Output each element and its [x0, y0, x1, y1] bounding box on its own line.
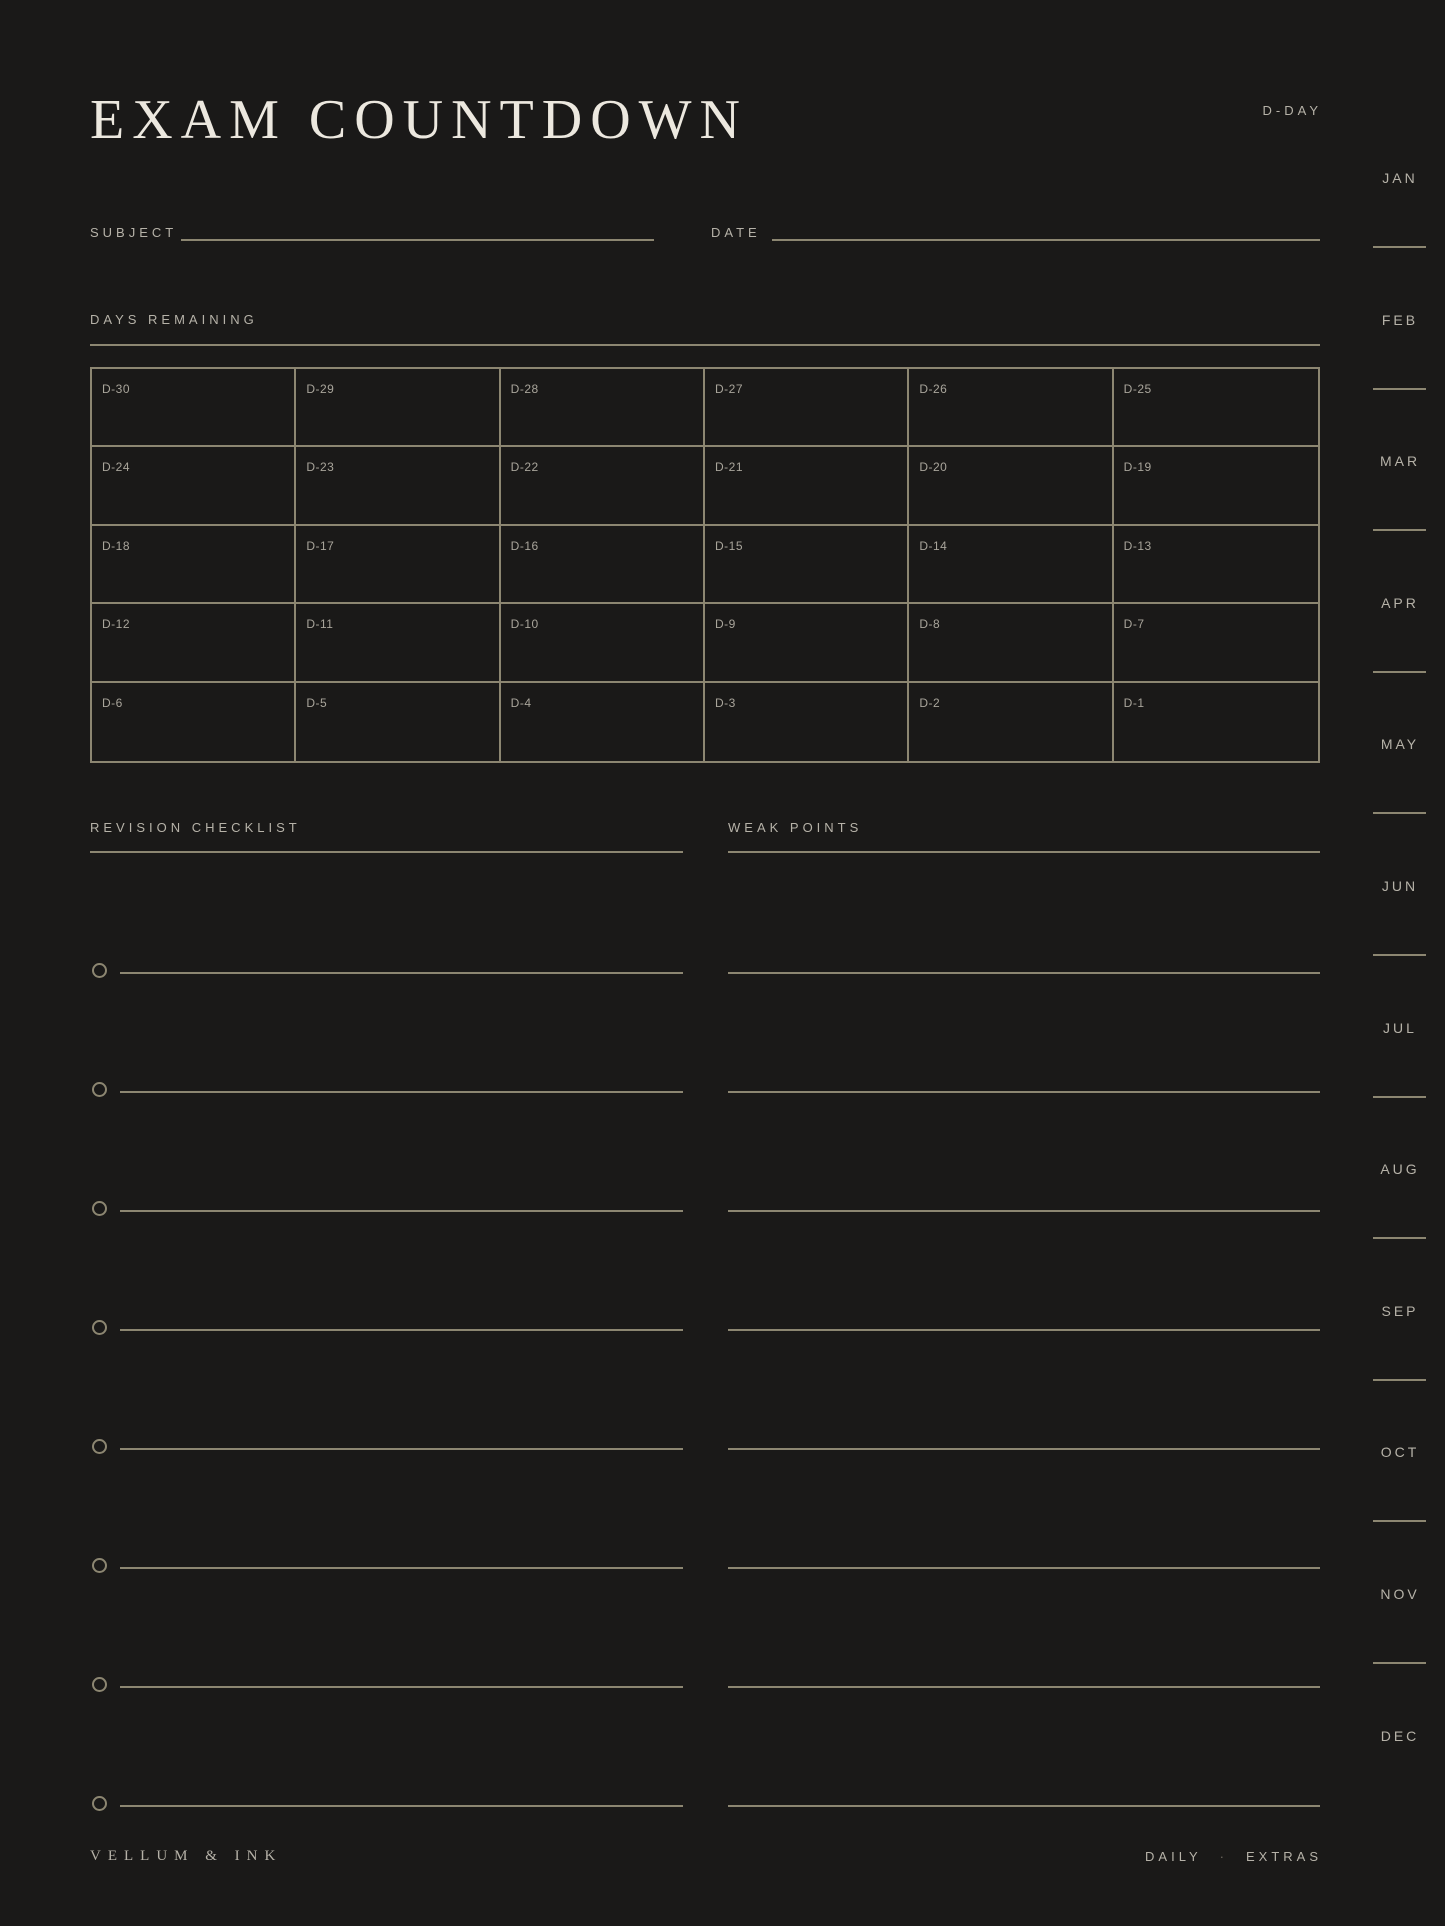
day-cell-label: D-10	[510, 617, 539, 632]
day-cell-label: D-25	[1123, 382, 1152, 396]
weak-point-line[interactable]	[728, 1210, 1320, 1212]
day-cell-label: D-22	[510, 460, 539, 475]
day-cell[interactable]	[501, 447, 705, 525]
day-cell[interactable]	[1114, 447, 1318, 525]
day-cell-label: D-20	[919, 460, 948, 475]
daily-link[interactable]: DAILY	[1145, 1849, 1202, 1864]
day-cell-label: D-26	[919, 382, 948, 396]
day-cell-label: D-2	[919, 695, 941, 710]
day-cell[interactable]	[296, 447, 500, 525]
day-cell-label: D-11	[306, 617, 334, 632]
day-cell-label: D-19	[1123, 460, 1152, 475]
month-tab[interactable]: OCT	[1380, 1444, 1420, 1461]
month-tab[interactable]: MAR	[1379, 453, 1421, 470]
day-cell[interactable]	[1114, 683, 1318, 761]
day-cell-label: D-7	[1123, 617, 1145, 632]
day-cell-label: D-14	[919, 538, 948, 553]
month-divider	[1373, 1096, 1426, 1098]
weak-point-line[interactable]	[728, 972, 1320, 974]
day-cell[interactable]	[296, 604, 500, 682]
checkbox-circle[interactable]	[92, 1082, 107, 1097]
month-tab[interactable]: AUG	[1380, 1161, 1420, 1178]
day-cell-label: D-13	[1123, 538, 1152, 553]
subject-label: SUBJECT	[90, 225, 178, 240]
weak-point-line[interactable]	[728, 1091, 1320, 1093]
day-cell[interactable]	[909, 526, 1113, 604]
month-tab[interactable]: FEB	[1381, 311, 1419, 328]
month-divider	[1373, 954, 1426, 956]
month-divider	[1373, 1379, 1426, 1381]
checklist-line[interactable]	[120, 1567, 683, 1569]
day-cell[interactable]	[1114, 604, 1318, 682]
checkbox-circle[interactable]	[92, 963, 107, 978]
day-cell[interactable]	[705, 447, 909, 525]
day-cell-label: D-8	[919, 617, 941, 632]
month-tab[interactable]: DEC	[1380, 1727, 1420, 1744]
day-cell[interactable]	[1114, 526, 1318, 604]
checklist-line[interactable]	[120, 1448, 683, 1450]
brand-name: VELLUM & INK	[90, 1848, 283, 1864]
weak-points-divider	[728, 851, 1320, 853]
month-divider	[1373, 812, 1426, 814]
date-label: DATE	[711, 225, 761, 240]
day-cell-label: D-12	[102, 617, 131, 632]
checkbox-circle[interactable]	[92, 1201, 107, 1216]
days-remaining-divider	[90, 344, 1320, 346]
month-divider	[1373, 671, 1426, 673]
checkbox-circle[interactable]	[92, 1439, 107, 1454]
checklist-line[interactable]	[120, 1329, 683, 1331]
day-cell-label: D-9	[714, 617, 736, 632]
days-remaining-grid	[90, 367, 1320, 763]
d-day-label: D-DAY	[1262, 103, 1322, 118]
month-divider	[1373, 1662, 1426, 1664]
day-cell[interactable]	[296, 369, 500, 447]
day-cell[interactable]	[909, 447, 1113, 525]
days-remaining-heading: DAYS REMAINING	[90, 312, 258, 327]
checklist-line[interactable]	[120, 1091, 683, 1093]
day-cell-label: D-15	[714, 538, 743, 553]
weak-point-line[interactable]	[728, 1448, 1320, 1450]
day-cell-label: D-29	[306, 382, 335, 396]
weak-point-line[interactable]	[728, 1686, 1320, 1688]
weak-point-line[interactable]	[728, 1805, 1320, 1807]
day-cell[interactable]	[909, 369, 1113, 447]
page-title: EXAM COUNTDOWN	[90, 89, 748, 151]
day-cell[interactable]	[296, 683, 500, 761]
day-cell[interactable]	[909, 604, 1113, 682]
checklist-line[interactable]	[120, 972, 683, 974]
month-divider	[1373, 529, 1426, 531]
month-divider	[1373, 1520, 1426, 1522]
day-cell[interactable]	[501, 683, 705, 761]
day-cell[interactable]	[501, 526, 705, 604]
month-tab[interactable]: MAY	[1380, 736, 1420, 753]
month-tab[interactable]: JUN	[1381, 878, 1419, 894]
footer-nav	[1145, 1849, 1322, 1864]
day-cell-label: D-6	[102, 695, 123, 710]
day-cell-label: D-18	[102, 538, 131, 553]
day-cell[interactable]	[705, 369, 909, 447]
checkbox-circle[interactable]	[92, 1320, 107, 1335]
day-cell-label: D-4	[510, 695, 532, 710]
day-cell[interactable]	[296, 526, 500, 604]
day-cell[interactable]	[705, 604, 909, 682]
day-cell-label: D-16	[510, 538, 539, 553]
month-tab[interactable]: SEP	[1381, 1302, 1419, 1319]
day-cell-label: D-3	[714, 695, 736, 710]
day-cell[interactable]	[92, 369, 296, 447]
day-cell[interactable]	[501, 604, 705, 682]
day-cell[interactable]	[92, 683, 296, 761]
month-divider	[1373, 388, 1426, 390]
month-divider	[1373, 246, 1426, 248]
revision-checklist-divider	[90, 851, 683, 853]
checklist-line[interactable]	[120, 1210, 683, 1212]
day-cell[interactable]	[501, 369, 705, 447]
day-cell[interactable]	[909, 683, 1113, 761]
day-cell-label: D-21	[714, 460, 743, 475]
day-cell[interactable]	[92, 604, 296, 682]
day-cell[interactable]	[705, 526, 909, 604]
checkbox-circle[interactable]	[92, 1796, 107, 1811]
day-cell-label: D-30	[102, 382, 131, 396]
day-cell[interactable]	[1114, 369, 1318, 447]
weak-points-heading: WEAK POINTS	[728, 820, 863, 835]
day-cell[interactable]	[92, 447, 296, 525]
date-field[interactable]	[772, 239, 1320, 241]
day-cell-label: D-23	[306, 460, 335, 475]
checklist-line[interactable]	[120, 1686, 683, 1688]
weak-point-line[interactable]	[728, 1329, 1320, 1331]
revision-checklist-heading: REVISION CHECKLIST	[90, 820, 301, 835]
weak-point-line[interactable]	[728, 1567, 1320, 1569]
checkbox-circle[interactable]	[92, 1677, 107, 1692]
month-tab[interactable]: NOV	[1380, 1586, 1420, 1602]
day-cell-label: D-1	[1123, 695, 1145, 710]
day-cell[interactable]	[705, 683, 909, 761]
day-cell-label: D-28	[510, 382, 539, 396]
subject-field[interactable]	[181, 239, 654, 241]
checklist-line[interactable]	[120, 1805, 683, 1807]
month-tab[interactable]: JAN	[1382, 170, 1418, 186]
extras-link[interactable]: EXTRAS	[1245, 1849, 1322, 1864]
day-cell-label: D-27	[714, 382, 743, 396]
day-cell[interactable]	[92, 526, 296, 604]
footer-separator: ·	[1219, 1849, 1228, 1864]
month-tab[interactable]: APR	[1381, 594, 1419, 611]
day-cell-label: D-24	[102, 460, 131, 475]
month-tab[interactable]: JUL	[1383, 1019, 1417, 1036]
month-divider	[1373, 1237, 1426, 1239]
day-cell-label: D-17	[306, 538, 335, 553]
checkbox-circle[interactable]	[92, 1558, 107, 1573]
day-cell-label: D-5	[306, 695, 328, 710]
